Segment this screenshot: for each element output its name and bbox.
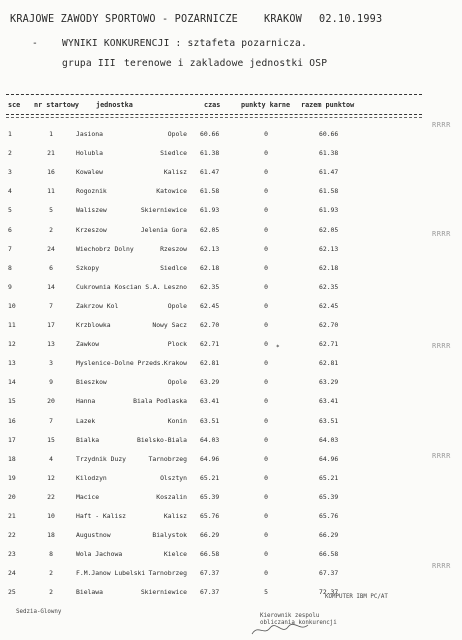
penalty-cell: 0 [264,168,268,177]
table-row [0,359,430,376]
table-header-rule [6,114,422,115]
city-cell: Kielce [163,550,187,559]
total-cell: 60.66 [319,130,339,138]
city-cell: Rzeszow [160,244,187,253]
penalty-cell: 0 [264,359,268,368]
city-cell: Biala Podlaska [133,397,187,406]
start-number-cell: 13 [47,340,55,349]
penalty-cell: 0 [264,206,268,215]
city-cell: Krakow [163,359,187,368]
start-number-cell: 16 [47,168,55,177]
time-cell: 63.51 [200,416,220,425]
table-row [0,149,430,166]
start-number-cell: 7 [49,416,53,425]
place-cell: 15 [8,397,16,406]
table-row [0,206,430,223]
table-row [0,168,430,185]
team-cell: Macice [76,492,100,501]
total-cell: 62.81 [319,359,339,368]
place-cell: 23 [8,550,16,559]
place-cell: 9 [8,282,12,291]
team-cell: Jasiona [76,130,103,138]
event-title: KRAJOWE ZAWODY SPORTOWO - POZARNICZE [10,14,239,25]
star-mark: * [276,344,280,351]
start-number-cell: 11 [47,187,55,196]
city-cell: Katowice [156,187,187,196]
time-cell: 63.41 [200,397,220,406]
margin-mark: RRRR [432,121,451,129]
total-cell: 62.70 [319,321,339,329]
place-cell: 19 [8,473,16,482]
table-row [0,187,430,204]
total-cell: 61.47 [319,168,339,177]
city-cell: Bialystok [152,531,187,540]
place-cell: 11 [8,321,16,329]
total-cell: 62.45 [319,301,339,310]
penalty-cell: 0 [264,473,268,482]
start-number-cell: 7 [49,301,53,310]
table-row [0,417,430,434]
start-number-cell: 22 [47,492,55,501]
place-cell: 14 [8,378,16,387]
penalty-cell: 0 [264,282,268,291]
start-number-cell: 24 [47,244,55,253]
start-number-cell: 9 [49,378,53,387]
team-cell: Krzblowka [76,321,111,329]
margin-mark: RRRR [432,230,451,238]
team-cell: Lazek [76,416,96,425]
time-cell: 62.05 [200,225,220,234]
start-number-cell: 17 [47,321,55,329]
place-cell: 5 [8,206,12,215]
event-date: 02.10.1993 [319,14,383,25]
time-cell: 67.37 [200,569,220,578]
team-cell: Wiechobrz Dolny [76,244,134,253]
city-cell: Tarnobrzeg [148,454,187,463]
city-cell: Olsztyn [160,473,187,482]
total-cell: 61.93 [319,206,339,215]
penalty-cell: 0 [264,416,268,425]
table-row [0,569,430,586]
chief-judge-label: Sedzia-Glowny [16,609,62,615]
team-cell: Hanna [76,397,96,406]
group-label: grupa III [62,58,116,69]
city-cell: Opole [167,378,187,387]
city-cell: Nowy Sacz [152,321,187,329]
time-cell: 65.21 [200,473,220,482]
table-row [0,302,430,319]
penalty-cell: 0 [264,435,268,444]
competition-title: WYNIKI KONKURENCJI : sztafeta pozarnicza. [62,38,308,49]
team-cell: Bieszkow [76,378,107,387]
time-cell: 67.37 [200,588,220,597]
penalty-cell: 0 [264,263,268,272]
time-cell: 65.76 [200,512,220,520]
penalty-cell: 0 [264,378,268,387]
place-cell: 21 [8,512,16,520]
start-number-cell: 12 [47,473,55,482]
city-cell: Bielsko-Biala [136,435,187,444]
penalty-cell: 0 [264,531,268,540]
place-cell: 1 [8,130,12,138]
total-cell: 62.35 [319,282,339,291]
table-row [0,397,430,414]
city-cell: Plock [167,340,187,349]
bullet-dash: - [32,38,38,49]
time-cell: 61.38 [200,149,220,158]
penalty-cell: 5 [264,588,268,597]
start-number-cell: 2 [49,569,53,578]
time-cell: 63.29 [200,378,220,387]
penalty-cell: 0 [264,301,268,310]
time-cell: 62.81 [200,359,220,368]
place-cell: 24 [8,569,16,578]
team-cell: Bialka [76,435,100,444]
penalty-cell: 0 [264,492,268,501]
team-cell: Bielawa [76,588,103,597]
start-number-cell: 10 [47,512,55,520]
start-number-cell: 18 [47,531,55,540]
penalty-cell: 0 [264,225,268,234]
place-cell: 10 [8,301,16,310]
time-cell: 61.47 [200,168,220,177]
penalty-cell: 0 [264,149,268,158]
col-header-start-number: nr startowy [34,101,80,109]
start-number-cell: 6 [49,263,53,272]
table-row [0,340,430,357]
team-cell: Kilodzyn [76,473,107,482]
total-cell: 64.03 [319,435,339,444]
start-number-cell: 21 [47,149,55,158]
place-cell: 17 [8,435,16,444]
start-number-cell: 3 [49,359,53,368]
team-cell: Haft - Kalisz [76,512,127,520]
penalty-cell: 0 [264,569,268,578]
team-cell: Szkopy [76,263,100,272]
margin-mark: RRRR [432,342,451,350]
place-cell: 20 [8,492,16,501]
time-cell: 65.39 [200,492,220,501]
total-cell: 67.37 [319,569,339,578]
team-cell: Holubla [76,149,103,158]
city-cell: Leszno [163,282,187,291]
team-cell: Zawkow [76,340,100,349]
place-cell: 22 [8,531,16,540]
total-cell: 62.13 [319,244,339,253]
total-cell: 63.41 [319,397,339,406]
penalty-cell: 0 [264,187,268,196]
table-row [0,245,430,262]
document-header [10,14,383,25]
event-city: KRAKOW [264,14,303,25]
city-cell: Siedlce [160,263,187,272]
total-cell: 66.58 [319,550,339,559]
place-cell: 6 [8,225,12,234]
place-cell: 18 [8,454,16,463]
penalty-cell: 0 [264,397,268,406]
start-number-cell: 4 [49,454,53,463]
place-cell: 13 [8,359,16,368]
start-number-cell: 20 [47,397,55,406]
city-cell: Jelenia Gora [140,225,187,234]
city-cell: Koszalin [156,492,187,501]
group-description: terenowe i zakladowe jednostki OSP [124,58,328,69]
city-cell: Konin [167,416,187,425]
table-row [0,436,430,453]
penalty-cell: 0 [264,321,268,329]
col-header-time: czas [204,101,221,109]
penalty-cell: 0 [264,454,268,463]
time-cell: 66.29 [200,531,220,540]
team-cell: Zakrzow Kol [76,301,119,310]
city-cell: Skierniewice [140,588,187,597]
team-cell: Waliszew [76,206,107,215]
col-header-penalty: punkty karne [241,101,291,109]
total-cell: 66.29 [319,531,339,540]
place-cell: 7 [8,244,12,253]
signature-scribble [250,622,310,638]
place-cell: 12 [8,340,16,349]
table-top-rule [6,94,422,95]
place-cell: 8 [8,263,12,272]
start-number-cell: 2 [49,588,53,597]
start-number-cell: 1 [49,130,53,138]
total-cell: 61.38 [319,149,339,158]
total-cell: 62.18 [319,263,339,272]
table-row [0,283,430,300]
time-cell: 62.70 [200,321,220,329]
team-cell: Rogoznik [76,187,107,196]
team-cell: F.M.Janow Lubelski [76,569,146,578]
time-cell: 62.13 [200,244,220,253]
total-cell: 65.39 [319,492,339,501]
total-cell: 61.58 [319,187,339,196]
table-row [0,550,430,567]
place-cell: 2 [8,149,12,158]
table-row [0,455,430,472]
time-cell: 61.93 [200,206,220,215]
penalty-cell: 0 [264,512,268,520]
city-cell: Opole [167,130,187,138]
place-cell: 25 [8,588,16,597]
penalty-cell: 0 [264,340,268,349]
team-cell: Myslenice-Dolne Przeds. [76,359,165,368]
total-cell: 65.21 [319,473,339,482]
table-row [0,512,430,529]
start-number-cell: 2 [49,225,53,234]
table-row [0,493,430,510]
total-cell: 64.96 [319,454,339,463]
table-row [0,531,430,548]
col-header-place: sce [8,101,21,109]
city-cell: Tarnobrzeg [148,569,187,578]
team-cell: Trzydnik Duzy [76,454,127,463]
table-header-rule-double [6,117,422,118]
computer-note: KOMPUTER IBM PC/AT [325,594,388,600]
team-cell: Augustnow [76,531,111,540]
place-cell: 16 [8,416,16,425]
col-header-total: razem punktow [301,101,355,109]
city-cell: Kalisz [163,512,187,520]
start-number-cell: 15 [47,435,55,444]
city-cell: Opole [167,301,187,310]
city-cell: Skierniewice [140,206,187,215]
time-cell: 62.18 [200,263,220,272]
place-cell: 4 [8,187,12,196]
table-row [0,474,430,491]
total-cell: 62.71 [319,340,339,349]
team-cell: Krzeszow [76,225,107,234]
team-cell: Wola Jachowa [76,550,123,559]
margin-mark: RRRR [432,562,451,570]
table-row [0,321,430,338]
time-cell: 62.35 [200,282,220,291]
total-cell: 62.05 [319,225,339,234]
time-cell: 61.58 [200,187,220,196]
start-number-cell: 5 [49,206,53,215]
calculation-team-line1: Kierownik zespolu [260,613,320,619]
time-cell: 62.71 [200,340,220,349]
calculation-team-line2: obliczania konkurencji [260,620,337,626]
city-cell: Siedlce [160,149,187,158]
total-cell: 63.51 [319,416,339,425]
penalty-cell: 0 [264,550,268,559]
col-header-team: jednostka [96,101,133,109]
margin-mark: RRRR [432,452,451,460]
table-row [0,130,430,147]
total-cell: 72.37 [319,588,339,597]
table-row [0,378,430,395]
table-row [0,226,430,243]
table-row [0,264,430,281]
start-number-cell: 14 [47,282,55,291]
city-cell: Kalisz [163,168,187,177]
penalty-cell: 0 [264,244,268,253]
total-cell: 65.76 [319,512,339,520]
time-cell: 60.66 [200,130,220,138]
place-cell: 3 [8,168,12,177]
total-cell: 63.29 [319,378,339,387]
team-cell: Kowalew [76,168,103,177]
time-cell: 66.58 [200,550,220,559]
time-cell: 64.03 [200,435,220,444]
time-cell: 64.96 [200,454,220,463]
penalty-cell: 0 [264,130,268,138]
team-cell: Cukrownia Koscian S.A. [76,282,161,291]
time-cell: 62.45 [200,301,220,310]
start-number-cell: 8 [49,550,53,559]
